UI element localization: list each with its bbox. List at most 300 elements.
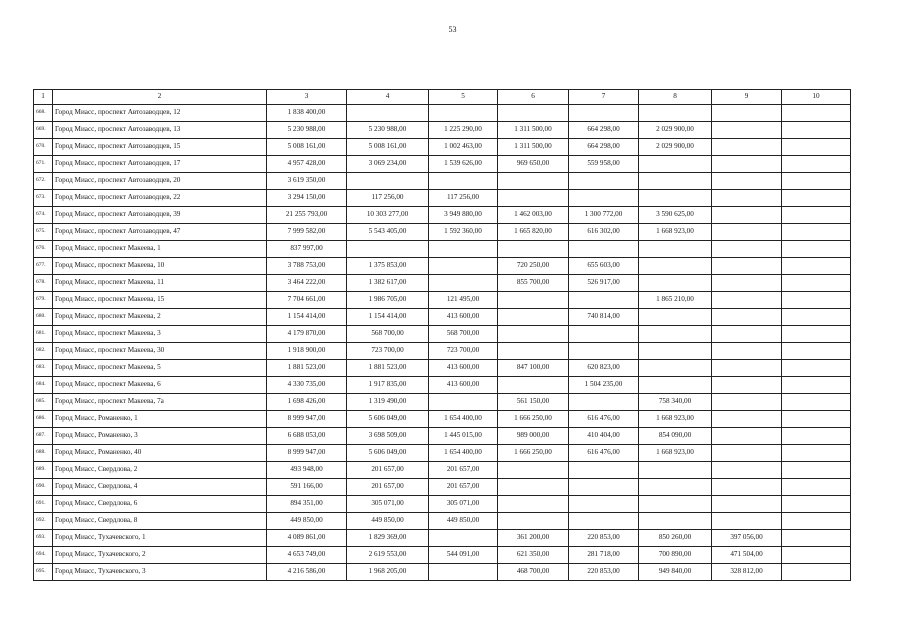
row-number: 668.: [34, 105, 53, 122]
value-cell-col-4: 1 154 414,00: [347, 309, 429, 326]
value-cell-col-4: 723 700,00: [347, 343, 429, 360]
value-cell-col-4: [347, 173, 429, 190]
value-cell-col-9: [712, 224, 782, 241]
column-header: 5: [429, 90, 498, 105]
value-cell-col-6: [498, 343, 569, 360]
value-cell-col-6: 720 250,00: [498, 258, 569, 275]
value-cell-col-10: [782, 496, 851, 513]
value-cell-col-6: [498, 496, 569, 513]
table-row: [34, 496, 851, 513]
row-number: 694.: [34, 547, 53, 564]
value-cell-col-6: [498, 241, 569, 258]
value-cell-col-7: [569, 496, 639, 513]
value-cell-col-3: 8 999 947,00: [267, 445, 347, 462]
column-header: 4: [347, 90, 429, 105]
value-cell-col-9: [712, 241, 782, 258]
row-number: 679.: [34, 292, 53, 309]
value-cell-col-9: [712, 139, 782, 156]
value-cell-col-6: 1 462 003,00: [498, 207, 569, 224]
table-row: [34, 360, 851, 377]
value-cell-col-8: 1 668 923,00: [639, 224, 712, 241]
value-cell-col-10: [782, 360, 851, 377]
value-cell-col-10: [782, 326, 851, 343]
value-cell-col-3: 3 294 150,00: [267, 190, 347, 207]
column-header: 9: [712, 90, 782, 105]
value-cell-col-7: 616 302,00: [569, 224, 639, 241]
row-address: Город Миасс, Романенко, 3: [53, 428, 267, 445]
table-row: [34, 462, 851, 479]
value-cell-col-9: [712, 309, 782, 326]
value-cell-col-7: 740 814,00: [569, 309, 639, 326]
row-number: 687.: [34, 428, 53, 445]
value-cell-col-8: [639, 326, 712, 343]
value-cell-col-10: [782, 394, 851, 411]
value-cell-col-4: 1 917 835,00: [347, 377, 429, 394]
value-cell-col-4: 117 256,00: [347, 190, 429, 207]
value-cell-col-5: [429, 105, 498, 122]
value-cell-col-7: [569, 105, 639, 122]
value-cell-col-9: [712, 207, 782, 224]
value-cell-col-3: 3 464 222,00: [267, 275, 347, 292]
value-cell-col-9: [712, 173, 782, 190]
value-cell-col-6: 969 650,00: [498, 156, 569, 173]
value-cell-col-3: 4 089 861,00: [267, 530, 347, 547]
value-cell-col-3: 6 688 053,00: [267, 428, 347, 445]
value-cell-col-8: [639, 156, 712, 173]
row-address: Город Миасс, проспект Макеева, 7а: [53, 394, 267, 411]
table-row: [34, 224, 851, 241]
value-cell-col-3: 5 230 988,00: [267, 122, 347, 139]
value-cell-col-7: 220 853,00: [569, 564, 639, 581]
value-cell-col-7: 620 823,00: [569, 360, 639, 377]
value-cell-col-9: [712, 496, 782, 513]
value-cell-col-10: [782, 445, 851, 462]
value-cell-col-4: 305 071,00: [347, 496, 429, 513]
value-cell-col-9: [712, 156, 782, 173]
value-cell-col-8: [639, 105, 712, 122]
value-cell-col-7: [569, 292, 639, 309]
value-cell-col-10: [782, 462, 851, 479]
value-cell-col-7: 664 298,00: [569, 122, 639, 139]
value-cell-col-4: 1 986 705,00: [347, 292, 429, 309]
column-header: 7: [569, 90, 639, 105]
value-cell-col-7: 559 958,00: [569, 156, 639, 173]
value-cell-col-10: [782, 428, 851, 445]
row-number: 682.: [34, 343, 53, 360]
value-cell-col-8: [639, 258, 712, 275]
value-cell-col-4: 449 850,00: [347, 513, 429, 530]
row-address: Город Миасс, проспект Макеева, 11: [53, 275, 267, 292]
value-cell-col-8: 1 668 923,00: [639, 445, 712, 462]
value-cell-col-7: [569, 462, 639, 479]
row-address: Город Миасс, Тухачевского, 3: [53, 564, 267, 581]
row-number: 685.: [34, 394, 53, 411]
value-cell-col-5: [429, 530, 498, 547]
value-cell-col-10: [782, 173, 851, 190]
value-cell-col-6: [498, 513, 569, 530]
value-cell-col-6: 1 311 500,00: [498, 139, 569, 156]
value-cell-col-7: [569, 173, 639, 190]
value-cell-col-3: 21 255 793,00: [267, 207, 347, 224]
value-cell-col-3: 837 997,00: [267, 241, 347, 258]
value-cell-col-4: 201 657,00: [347, 462, 429, 479]
row-number: 677.: [34, 258, 53, 275]
row-number: 671.: [34, 156, 53, 173]
value-cell-col-10: [782, 343, 851, 360]
value-cell-col-8: [639, 377, 712, 394]
value-cell-col-8: [639, 496, 712, 513]
value-cell-col-4: 5 008 161,00: [347, 139, 429, 156]
row-address: Город Миасс, проспект Автозаводцев, 20: [53, 173, 267, 190]
value-cell-col-5: 449 850,00: [429, 513, 498, 530]
value-cell-col-3: 4 653 749,00: [267, 547, 347, 564]
row-address: Город Миасс, проспект Макеева, 2: [53, 309, 267, 326]
row-number: 678.: [34, 275, 53, 292]
row-address: Город Миасс, проспект Автозаводцев, 39: [53, 207, 267, 224]
value-cell-col-8: 2 029 900,00: [639, 139, 712, 156]
value-cell-col-7: 616 476,00: [569, 445, 639, 462]
page-number: 53: [448, 25, 457, 34]
row-number: 693.: [34, 530, 53, 547]
table-row: [34, 105, 851, 122]
table-row: [34, 377, 851, 394]
row-number: 674.: [34, 207, 53, 224]
value-cell-col-8: [639, 479, 712, 496]
value-cell-col-8: [639, 275, 712, 292]
value-cell-col-7: [569, 513, 639, 530]
value-cell-col-5: 201 657,00: [429, 479, 498, 496]
row-address: Город Миасс, проспект Макеева, 10: [53, 258, 267, 275]
table-row: [34, 530, 851, 547]
row-address: Город Миасс, Свердлова, 4: [53, 479, 267, 496]
table-row: [34, 411, 851, 428]
value-cell-col-6: [498, 105, 569, 122]
value-cell-col-4: 5 606 049,00: [347, 445, 429, 462]
value-cell-col-9: [712, 360, 782, 377]
data-table: [33, 89, 851, 581]
value-cell-col-6: [498, 190, 569, 207]
value-cell-col-5: 1 592 360,00: [429, 224, 498, 241]
value-cell-col-10: [782, 564, 851, 581]
value-cell-col-10: [782, 122, 851, 139]
value-cell-col-9: [712, 292, 782, 309]
row-address: Город Миасс, проспект Макеева, 3: [53, 326, 267, 343]
value-cell-col-5: 723 700,00: [429, 343, 498, 360]
value-cell-col-6: 847 100,00: [498, 360, 569, 377]
row-address: Город Миасс, проспект Автозаводцев, 15: [53, 139, 267, 156]
column-header: 8: [639, 90, 712, 105]
value-cell-col-10: [782, 275, 851, 292]
row-address: Город Миасс, проспект Макеева, 30: [53, 343, 267, 360]
value-cell-col-9: [712, 462, 782, 479]
table-row: [34, 139, 851, 156]
value-cell-col-4: 5 230 988,00: [347, 122, 429, 139]
row-address: Город Миасс, Свердлова, 2: [53, 462, 267, 479]
value-cell-col-5: 568 700,00: [429, 326, 498, 343]
table-row: [34, 241, 851, 258]
value-cell-col-9: [712, 445, 782, 462]
value-cell-col-3: 493 948,00: [267, 462, 347, 479]
value-cell-col-5: [429, 394, 498, 411]
value-cell-col-3: 894 351,00: [267, 496, 347, 513]
value-cell-col-8: 949 840,00: [639, 564, 712, 581]
value-cell-col-5: 413 600,00: [429, 377, 498, 394]
value-cell-col-5: 1 002 463,00: [429, 139, 498, 156]
row-number: 672.: [34, 173, 53, 190]
value-cell-col-10: [782, 207, 851, 224]
row-number: 675.: [34, 224, 53, 241]
table-row: [34, 547, 851, 564]
table-row: [34, 258, 851, 275]
value-cell-col-7: 526 917,00: [569, 275, 639, 292]
value-cell-col-6: [498, 479, 569, 496]
row-address: Город Миасс, Свердлова, 6: [53, 496, 267, 513]
row-address: Город Миасс, проспект Автозаводцев, 17: [53, 156, 267, 173]
table-row: [34, 156, 851, 173]
row-number: 680.: [34, 309, 53, 326]
table-row: [34, 173, 851, 190]
row-number: 689.: [34, 462, 53, 479]
value-cell-col-5: 1 539 626,00: [429, 156, 498, 173]
value-cell-col-7: [569, 241, 639, 258]
column-header: 10: [782, 90, 851, 105]
row-number: 688.: [34, 445, 53, 462]
row-address: Город Миасс, проспект Автозаводцев, 47: [53, 224, 267, 241]
value-cell-col-4: 3 698 509,00: [347, 428, 429, 445]
value-cell-col-4: 5 606 049,00: [347, 411, 429, 428]
value-cell-col-6: 621 350,00: [498, 547, 569, 564]
table-row: [34, 309, 851, 326]
value-cell-col-5: 544 091,00: [429, 547, 498, 564]
value-cell-col-3: 3 619 350,00: [267, 173, 347, 190]
value-cell-col-7: [569, 479, 639, 496]
table-row: [34, 445, 851, 462]
row-number: 673.: [34, 190, 53, 207]
value-cell-col-5: 305 071,00: [429, 496, 498, 513]
table-row: [34, 479, 851, 496]
row-address: Город Миасс, проспект Макеева, 6: [53, 377, 267, 394]
value-cell-col-7: 410 404,00: [569, 428, 639, 445]
value-cell-col-4: [347, 105, 429, 122]
value-cell-col-5: 117 256,00: [429, 190, 498, 207]
value-cell-col-10: [782, 258, 851, 275]
value-cell-col-3: 449 850,00: [267, 513, 347, 530]
value-cell-col-4: 1 968 205,00: [347, 564, 429, 581]
value-cell-col-8: [639, 343, 712, 360]
value-cell-col-9: [712, 479, 782, 496]
value-cell-col-3: 1 881 523,00: [267, 360, 347, 377]
value-cell-col-5: 413 600,00: [429, 309, 498, 326]
value-cell-col-4: 1 375 853,00: [347, 258, 429, 275]
value-cell-col-6: [498, 173, 569, 190]
header-row: [34, 90, 851, 105]
value-cell-col-4: 5 543 405,00: [347, 224, 429, 241]
value-cell-col-10: [782, 547, 851, 564]
value-cell-col-10: [782, 530, 851, 547]
value-cell-col-5: [429, 258, 498, 275]
value-cell-col-5: [429, 173, 498, 190]
value-cell-col-8: 854 090,00: [639, 428, 712, 445]
value-cell-col-10: [782, 377, 851, 394]
row-number: 681.: [34, 326, 53, 343]
value-cell-col-9: [712, 428, 782, 445]
value-cell-col-10: [782, 309, 851, 326]
value-cell-col-10: [782, 190, 851, 207]
value-cell-col-7: 655 603,00: [569, 258, 639, 275]
value-cell-col-7: [569, 394, 639, 411]
row-number: 669.: [34, 122, 53, 139]
value-cell-col-3: 8 999 947,00: [267, 411, 347, 428]
table-row: [34, 190, 851, 207]
table-row: [34, 394, 851, 411]
value-cell-col-7: 616 476,00: [569, 411, 639, 428]
table-row: [34, 513, 851, 530]
row-address: Город Миасс, проспект Автозаводцев, 12: [53, 105, 267, 122]
value-cell-col-4: 1 881 523,00: [347, 360, 429, 377]
value-cell-col-8: [639, 462, 712, 479]
value-cell-col-7: [569, 190, 639, 207]
row-number: 684.: [34, 377, 53, 394]
value-cell-col-10: [782, 224, 851, 241]
value-cell-col-6: 468 700,00: [498, 564, 569, 581]
value-cell-col-5: [429, 564, 498, 581]
value-cell-col-4: 1 319 490,00: [347, 394, 429, 411]
value-cell-col-10: [782, 411, 851, 428]
table-row: [34, 343, 851, 360]
value-cell-col-5: 1 654 400,00: [429, 445, 498, 462]
value-cell-col-8: 1 865 210,00: [639, 292, 712, 309]
row-address: Город Миасс, проспект Автозаводцев, 22: [53, 190, 267, 207]
value-cell-col-8: 700 890,00: [639, 547, 712, 564]
value-cell-col-5: 413 600,00: [429, 360, 498, 377]
value-cell-col-6: 989 000,00: [498, 428, 569, 445]
value-cell-col-6: [498, 309, 569, 326]
row-number: 695.: [34, 564, 53, 581]
value-cell-col-9: [712, 122, 782, 139]
value-cell-col-3: 5 008 161,00: [267, 139, 347, 156]
row-address: Город Миасс, Свердлова, 8: [53, 513, 267, 530]
value-cell-col-8: 2 029 900,00: [639, 122, 712, 139]
column-header: 3: [267, 90, 347, 105]
value-cell-col-10: [782, 139, 851, 156]
value-cell-col-9: [712, 394, 782, 411]
value-cell-col-8: [639, 173, 712, 190]
column-header: 1: [34, 90, 53, 105]
row-address: Город Миасс, Тухачевского, 2: [53, 547, 267, 564]
value-cell-col-10: [782, 513, 851, 530]
value-cell-col-9: [712, 105, 782, 122]
row-address: Город Миасс, Тухачевского, 1: [53, 530, 267, 547]
value-cell-col-10: [782, 292, 851, 309]
row-address: Город Миасс, Романенко, 1: [53, 411, 267, 428]
value-cell-col-6: [498, 292, 569, 309]
value-cell-col-4: 3 069 234,00: [347, 156, 429, 173]
row-address: Город Миасс, проспект Макеева, 15: [53, 292, 267, 309]
value-cell-col-5: 201 657,00: [429, 462, 498, 479]
row-address: Город Миасс, проспект Автозаводцев, 13: [53, 122, 267, 139]
table-row: [34, 292, 851, 309]
value-cell-col-4: 568 700,00: [347, 326, 429, 343]
value-cell-col-7: [569, 343, 639, 360]
value-cell-col-6: 1 666 250,00: [498, 411, 569, 428]
value-cell-col-3: 4 330 735,00: [267, 377, 347, 394]
value-cell-col-3: 7 704 661,00: [267, 292, 347, 309]
value-cell-col-10: [782, 105, 851, 122]
column-header: 2: [53, 90, 267, 105]
value-cell-col-9: 471 504,00: [712, 547, 782, 564]
value-cell-col-7: 1 300 772,00: [569, 207, 639, 224]
value-cell-col-8: [639, 309, 712, 326]
value-cell-col-3: 4 179 870,00: [267, 326, 347, 343]
value-cell-col-9: 397 056,00: [712, 530, 782, 547]
value-cell-col-5: [429, 275, 498, 292]
value-cell-col-6: 1 311 500,00: [498, 122, 569, 139]
value-cell-col-3: 591 166,00: [267, 479, 347, 496]
value-cell-col-5: 1 445 015,00: [429, 428, 498, 445]
value-cell-col-3: 4 216 586,00: [267, 564, 347, 581]
value-cell-col-9: [712, 343, 782, 360]
value-cell-col-6: 1 666 250,00: [498, 445, 569, 462]
value-cell-col-7: 281 718,00: [569, 547, 639, 564]
row-number: 692.: [34, 513, 53, 530]
value-cell-col-3: 1 698 426,00: [267, 394, 347, 411]
value-cell-col-3: 1 154 414,00: [267, 309, 347, 326]
row-address: Город Миасс, проспект Макеева, 1: [53, 241, 267, 258]
value-cell-col-9: [712, 411, 782, 428]
row-number: 686.: [34, 411, 53, 428]
table-row: [34, 326, 851, 343]
value-cell-col-6: 1 665 820,00: [498, 224, 569, 241]
value-cell-col-8: 758 340,00: [639, 394, 712, 411]
value-cell-col-8: 850 260,00: [639, 530, 712, 547]
value-cell-col-7: 664 298,00: [569, 139, 639, 156]
value-cell-col-6: [498, 377, 569, 394]
value-cell-col-4: 2 619 553,00: [347, 547, 429, 564]
table-row: [34, 207, 851, 224]
row-number: 670.: [34, 139, 53, 156]
value-cell-col-9: [712, 326, 782, 343]
value-cell-col-5: [429, 241, 498, 258]
value-cell-col-3: 1 918 900,00: [267, 343, 347, 360]
value-cell-col-3: 7 999 582,00: [267, 224, 347, 241]
table-row: [34, 275, 851, 292]
value-cell-col-8: [639, 360, 712, 377]
value-cell-col-9: [712, 258, 782, 275]
value-cell-col-3: 1 838 400,00: [267, 105, 347, 122]
value-cell-col-6: 561 150,00: [498, 394, 569, 411]
value-cell-col-3: 3 788 753,00: [267, 258, 347, 275]
value-cell-col-8: [639, 513, 712, 530]
value-cell-col-6: [498, 462, 569, 479]
value-cell-col-5: 3 949 880,00: [429, 207, 498, 224]
value-cell-col-8: [639, 190, 712, 207]
value-cell-col-4: [347, 241, 429, 258]
row-address: Город Миасс, Романенко, 40: [53, 445, 267, 462]
value-cell-col-4: 10 303 277,00: [347, 207, 429, 224]
row-address: Город Миасс, проспект Макеева, 5: [53, 360, 267, 377]
row-number: 690.: [34, 479, 53, 496]
column-header: 6: [498, 90, 569, 105]
value-cell-col-5: 1 654 400,00: [429, 411, 498, 428]
value-cell-col-10: [782, 156, 851, 173]
value-cell-col-9: [712, 275, 782, 292]
value-cell-col-4: 1 829 369,00: [347, 530, 429, 547]
value-cell-col-7: 220 853,00: [569, 530, 639, 547]
table-row: [34, 564, 851, 581]
value-cell-col-6: [498, 326, 569, 343]
table-row: [34, 428, 851, 445]
value-cell-col-8: 3 590 625,00: [639, 207, 712, 224]
